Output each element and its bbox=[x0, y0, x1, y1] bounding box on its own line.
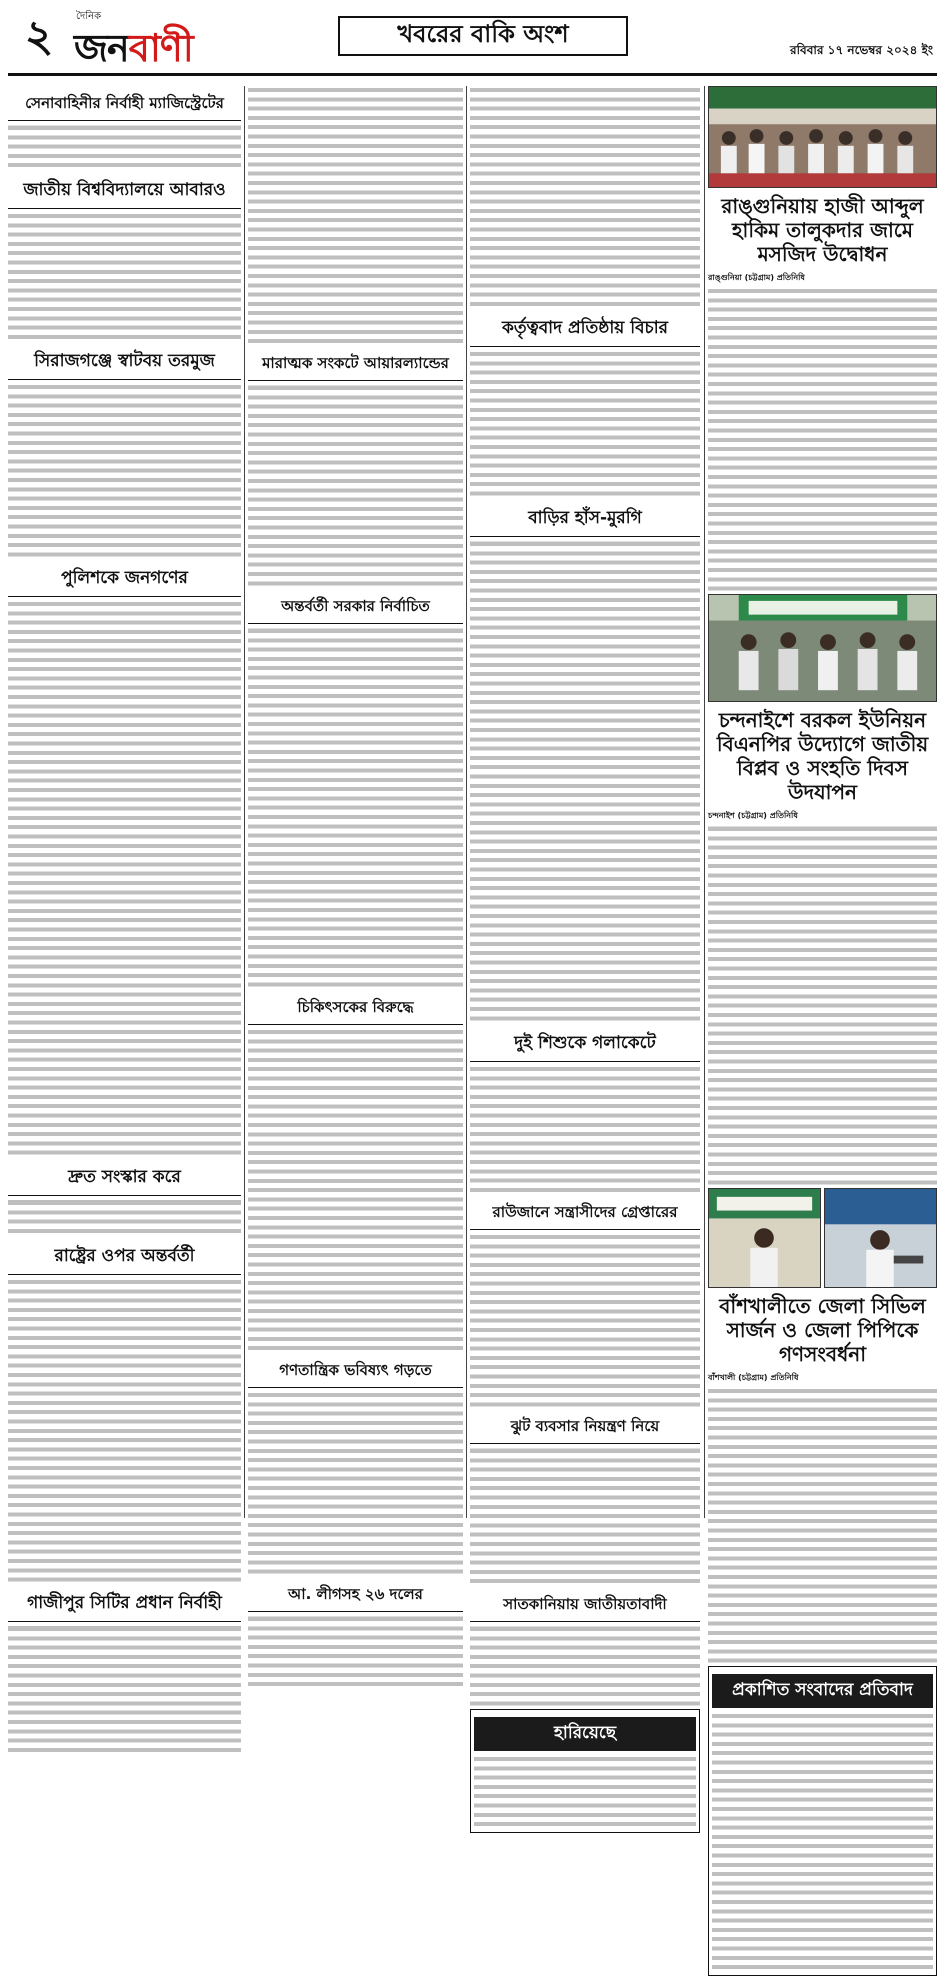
article-body bbox=[470, 1065, 700, 1195]
column-2 bbox=[248, 86, 463, 1690]
section-title: খবরের বাকি অংশ bbox=[338, 16, 628, 56]
article-body bbox=[8, 600, 241, 1158]
article-headline: সাতকানিয়ায় জাতীয়তাবাদী bbox=[470, 1591, 700, 1622]
daily-label: দৈনিক bbox=[76, 10, 102, 22]
article-body bbox=[470, 1447, 700, 1587]
article-headline: গাজীপুর সিটির প্রধান নির্বাহী bbox=[8, 1588, 241, 1622]
reception-photos bbox=[708, 1188, 937, 1288]
article-headline: পুলিশকে জনগণের bbox=[8, 563, 241, 597]
lost-notice-box bbox=[470, 1709, 700, 1833]
article-headline: দুই শিশুকে গলাকেটে bbox=[470, 1028, 700, 1062]
article-body bbox=[470, 350, 700, 499]
article-body bbox=[470, 1625, 700, 1709]
article-headline: সেনাবাহিনীর নির্বাহী ম্যাজিস্ট্রেটের bbox=[8, 90, 241, 121]
mosque-inauguration-photo bbox=[708, 86, 937, 188]
article-body bbox=[470, 86, 700, 309]
article-body bbox=[248, 1391, 463, 1577]
article-headline: বাঁশখালীতে জেলা সিভিল সার্জন ও জেলা পিপিকে গণসংবর্ধনা bbox=[719, 1293, 926, 1366]
lost-notice-title: হারিয়েছে bbox=[474, 1717, 696, 1751]
article-headline: সিরাজগঞ্জে স্বাটবয় তরমুজ bbox=[8, 346, 241, 380]
reception-photo-right bbox=[824, 1188, 937, 1288]
article-body bbox=[8, 1625, 241, 1755]
article-body bbox=[8, 124, 241, 171]
article-headline: রাঙ্গুনিয়ায় হাজী আব্দুল হাকিম তালুকদার জামে মসজিদ উদ্বোধন bbox=[721, 194, 924, 266]
column-divider bbox=[244, 86, 245, 1518]
article-headline: আ. লীগসহ ২৬ দলের bbox=[248, 1581, 463, 1612]
column-1 bbox=[8, 86, 241, 1756]
article-headline: রাষ্ট্রের ওপর অন্তর্বর্তী bbox=[8, 1241, 241, 1275]
article-body bbox=[8, 383, 241, 560]
article-body bbox=[470, 540, 700, 1024]
article-body bbox=[708, 287, 937, 594]
article-body bbox=[8, 212, 241, 342]
article-body bbox=[8, 1199, 241, 1236]
article-headline: বাড়ির হাঁস-মুরগি bbox=[470, 503, 700, 537]
lost-notice-body bbox=[474, 1755, 696, 1829]
article-body bbox=[248, 384, 463, 589]
article-body bbox=[708, 825, 937, 1188]
bnp-event-photo bbox=[708, 594, 937, 702]
newspaper-logo bbox=[70, 9, 280, 71]
article-headline: চন্দনাইশে বরকল ইউনিয়ন বিএনপির উদ্যোগে জাতীয় বিপ্লব ও সংহতি দিবস উদযাপন bbox=[716, 707, 929, 804]
logo-text: জনবাণী bbox=[74, 25, 193, 70]
article-headline: রাউজানে সন্ত্রাসীদের গ্রেপ্তারের bbox=[470, 1199, 700, 1230]
article-headline: ঝুট ব্যবসার নিয়ন্ত্রণ নিয়ে bbox=[470, 1413, 700, 1444]
article-body bbox=[248, 627, 463, 990]
masthead bbox=[8, 6, 937, 76]
article-body bbox=[8, 1278, 241, 1585]
column-divider bbox=[466, 86, 467, 1518]
article-byline: চন্দনাইশ (চট্টগ্রাম) প্রতিনিধি bbox=[708, 810, 798, 820]
article-body bbox=[248, 1615, 463, 1689]
article-body bbox=[708, 1387, 937, 1666]
article-headline: গণতান্ত্রিক ভবিষ্যৎ গড়তে bbox=[248, 1357, 463, 1388]
rebuttal-notice-title: প্রকাশিত সংবাদের প্রতিবাদ bbox=[712, 1674, 933, 1708]
column-4 bbox=[708, 86, 937, 1976]
article-body bbox=[470, 1233, 700, 1410]
rebuttal-notice-box bbox=[708, 1666, 937, 1976]
rebuttal-notice-body bbox=[712, 1712, 933, 1972]
article-headline: কর্তৃত্ববাদ প্রতিষ্ঠায় বিচার bbox=[470, 313, 700, 347]
column-divider bbox=[704, 86, 705, 1518]
page-number: ২ bbox=[24, 11, 54, 62]
article-headline: চিকিৎসকের বিরুদ্ধে bbox=[248, 994, 463, 1025]
article-body bbox=[248, 1028, 463, 1354]
column-3 bbox=[470, 86, 700, 1833]
article-headline: মারাত্মক সংকটে আয়ারল্যান্ডের bbox=[248, 350, 463, 381]
article-headline: জাতীয় বিশ্ববিদ্যালয়ে আবারও bbox=[8, 175, 241, 209]
article-headline: অন্তর্বর্তী সরকার নির্বাচিত bbox=[248, 593, 463, 624]
issue-date: রবিবার ১৭ নভেম্বর ২০২৪ ইং bbox=[790, 43, 933, 57]
article-body bbox=[248, 86, 463, 346]
article-headline: দ্রুত সংস্কার করে bbox=[8, 1162, 241, 1196]
article-byline: রাঙ্গুনিয়া (চট্টগ্রাম) প্রতিনিধি bbox=[708, 273, 805, 282]
article-byline: বাঁশখালী (চট্টগ্রাম) প্রতিনিধি bbox=[708, 1372, 799, 1382]
reception-photo-left bbox=[708, 1188, 821, 1288]
